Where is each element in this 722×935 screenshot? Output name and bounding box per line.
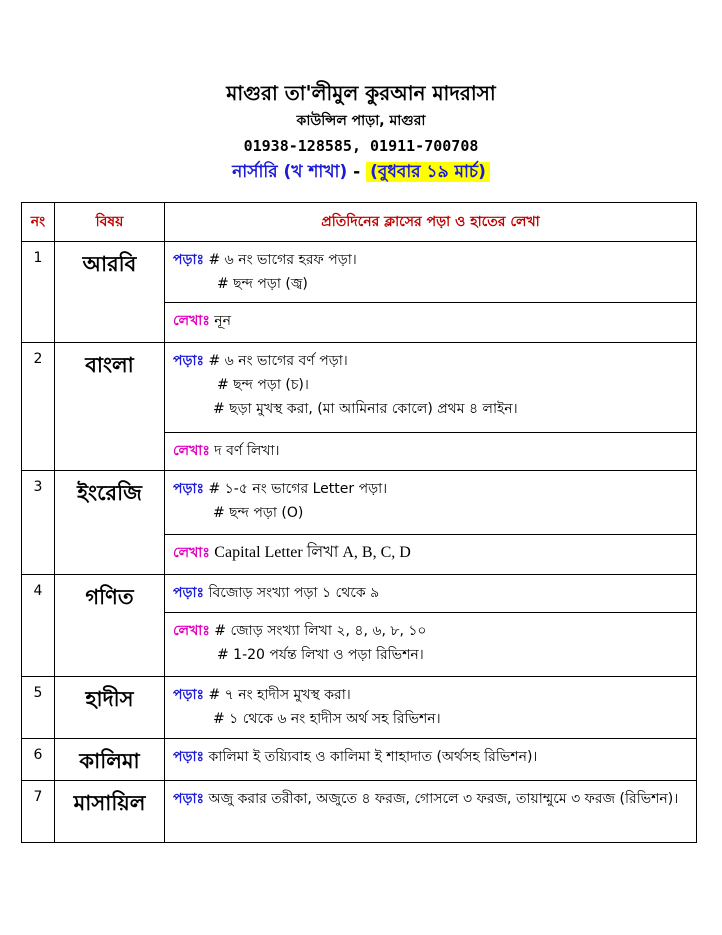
read-label: পড়াঃ xyxy=(173,749,205,765)
table-row xyxy=(22,471,697,535)
row-number: 7 xyxy=(22,781,55,843)
write-line: # জোড় সংখ্যা লিখা ২, ৪, ৬, ৮, ১০ xyxy=(214,623,427,639)
date-highlight: (বুধবার ১৯ মার্চ) xyxy=(366,162,490,182)
header-no: নং xyxy=(22,203,55,242)
read-cell xyxy=(165,677,697,739)
read-label: পড়াঃ xyxy=(173,353,205,369)
read-label: পড়াঃ xyxy=(173,791,205,807)
table-header-row xyxy=(22,203,697,242)
table-row xyxy=(22,575,697,613)
read-line: # ছন্দ পড়া (চ)। xyxy=(217,377,309,393)
row-number: 6 xyxy=(22,739,55,781)
read-cell xyxy=(165,739,697,781)
subject-name: হাদীস xyxy=(55,677,165,739)
read-cell xyxy=(165,575,697,613)
read-line: # ১-৫ নং ভাগের Letter পড়া। xyxy=(208,481,388,497)
write-cell xyxy=(165,303,697,343)
write-cell xyxy=(165,613,697,677)
subject-name: মাসায়িল xyxy=(55,781,165,843)
write-line: নূন xyxy=(214,313,232,329)
header-subject: বিষয় xyxy=(55,203,165,242)
header-content: প্রতিদিনের ক্লাসের পড়া ও হাতের লেখা xyxy=(165,203,697,242)
read-cell xyxy=(165,343,697,433)
read-line: # ছড়া মুখস্থ করা, (মা আমিনার কোলে) প্রথম ৪ লাইন। xyxy=(213,401,518,417)
class-name: নার্সারি (খ শাখা) xyxy=(232,162,348,182)
read-line: # ৭ নং হাদীস মুখস্থ করা। xyxy=(208,687,351,703)
read-label: পড়াঃ xyxy=(173,585,205,601)
subject-name: বাংলা xyxy=(55,343,165,471)
read-label: পড়াঃ xyxy=(173,481,205,497)
table-row xyxy=(22,343,697,433)
madrasa-title: মাগুরা তা'লীমুল কুরআন মাদরাসা xyxy=(226,81,496,105)
write-cell xyxy=(165,433,697,471)
table-row xyxy=(22,781,697,843)
write-label: লেখাঃ xyxy=(173,545,210,561)
read-cell xyxy=(165,781,697,843)
write-label: লেখাঃ xyxy=(173,313,210,329)
separator: - xyxy=(347,162,367,182)
row-number: 1 xyxy=(22,242,55,343)
document-header xyxy=(0,78,722,185)
read-line: # ছন্দ পড়া (O) xyxy=(213,505,304,521)
subject-name: গণিত xyxy=(55,575,165,677)
read-line: # ৬ নং ভাগের বর্ণ পড়া। xyxy=(208,353,348,369)
write-line: দ বর্ণ লিখা। xyxy=(214,443,280,459)
read-line: অজু করার তরীকা, অজুতে ৪ ফরজ, গোসলে ৩ ফরজ, তায়াম্মুমে ৩ ফরজ (রিভিশন)। xyxy=(208,791,679,807)
routine-table xyxy=(21,202,697,843)
subject-name: ইংরেজি xyxy=(55,471,165,575)
read-line: # ১ থেকে ৬ নং হাদীস অর্থ সহ রিভিশন। xyxy=(213,711,441,727)
read-cell xyxy=(165,471,697,535)
write-cell xyxy=(165,535,697,575)
read-label: পড়াঃ xyxy=(173,687,205,703)
subject-name: আরবি xyxy=(55,242,165,343)
read-cell xyxy=(165,242,697,303)
class-date-line xyxy=(0,159,722,185)
table-row xyxy=(22,242,697,303)
phone-numbers: 01938-128585, 01911-700708 xyxy=(243,137,479,155)
row-number: 5 xyxy=(22,677,55,739)
subject-name: কালিমা xyxy=(55,739,165,781)
read-line: # ৬ নং ভাগের হরফ পড়া। xyxy=(208,252,357,268)
row-number: 2 xyxy=(22,343,55,471)
write-label: লেখাঃ xyxy=(173,443,210,459)
write-line: Capital Letter লিখা A, B, C, D xyxy=(214,544,411,561)
table-row xyxy=(22,739,697,781)
write-line: # 1-20 পর্যন্ত লিখা ও পড়া রিভিশন। xyxy=(217,647,424,663)
row-number: 4 xyxy=(22,575,55,677)
row-number: 3 xyxy=(22,471,55,575)
table-row xyxy=(22,677,697,739)
madrasa-address: কাউন্সিল পাড়া, মাগুরা xyxy=(296,113,426,129)
read-line: কালিমা ই তয়্যিবাহ ও কালিমা ই শাহাদাত (অর্থসহ রিভিশন)। xyxy=(208,749,538,765)
read-label: পড়াঃ xyxy=(173,252,205,268)
read-line: বিজোড় সংখ্যা পড়া ১ থেকে ৯ xyxy=(208,585,380,601)
read-line: # ছন্দ পড়া (জ্ব) xyxy=(217,276,308,292)
write-label: লেখাঃ xyxy=(173,623,210,639)
